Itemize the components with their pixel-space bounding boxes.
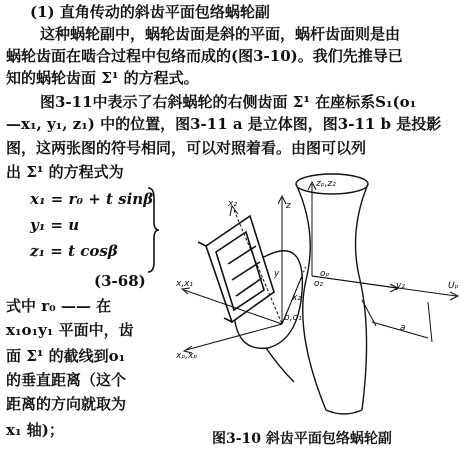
paragraph2-line4: 出 Σ¹ 的方程式为 <box>6 163 124 181</box>
right-brace-icon <box>146 186 160 274</box>
paragraph1-line3: 知的蜗轮齿面 Σ¹ 的方程式。 <box>6 69 199 87</box>
label-y2: y₂ <box>396 281 405 291</box>
label-xp-xp: xₚ,xₚ <box>176 351 198 361</box>
label-x2-mid: x₂ <box>292 293 301 303</box>
equation-y1: y₁ = u <box>30 216 80 234</box>
label-z: z <box>286 201 291 211</box>
label-b-o1: b,o₁ <box>284 313 302 323</box>
worm-gear-figure <box>176 172 472 424</box>
label-y: y <box>274 269 280 279</box>
worm-body <box>296 174 368 414</box>
label-a: a <box>400 323 406 333</box>
definition-line1: 式中 r₀ —— 在 <box>6 297 112 315</box>
inclined-tooth-plane <box>198 216 274 322</box>
section-heading: (1) 直角传动的斜齿平面包络蜗轮副 <box>30 3 270 21</box>
paragraph2-line1: 图3-11中表示了右斜蜗轮的右侧齿面 Σ¹ 在座标系S₁(o₁ <box>40 93 417 111</box>
definition-line6: x₁ 轴)； <box>6 421 64 439</box>
paragraph2-line3: 图，这两张图的符号相同，可以对照着看。由图可以列 <box>6 139 367 157</box>
equation-z1: z₁ = t cosβ <box>30 242 118 260</box>
definition-line4: 的垂直距离（这个 <box>6 371 127 389</box>
label-x-x1: x,x₁ <box>176 279 194 289</box>
label-up: Uₚ <box>448 281 459 291</box>
figure-caption: 图3-10 斜齿平面包络蜗轮副 <box>212 431 392 447</box>
equation-system <box>30 190 160 272</box>
equation-number: (3-68) <box>94 272 146 290</box>
label-o2: o₂ <box>314 279 324 289</box>
label-zp-z2: zₚ,z₂ <box>316 179 336 189</box>
paragraph1-line1: 这种蜗轮副中，蜗轮齿面是斜的平面，蜗杆齿面则是由 <box>40 25 401 43</box>
definition-line3: 面 Σ¹ 的截线到o₁ <box>6 347 126 365</box>
definition-line2: x₁o₁y₁ 平面中，齿 <box>6 321 134 339</box>
equation-x1: x₁ = r₀ + t sinβ <box>30 190 154 208</box>
label-op: oₚ <box>320 269 330 279</box>
paragraph2-line2: —x₁, y₁, z₁) 中的位置，图3-11 a 是立体图，图3-11 b 是投影 <box>6 115 442 133</box>
paragraph1-line2: 蜗轮齿面在啮合过程中包络而成的(图3-10)。我们先推导已 <box>6 47 403 65</box>
label-x2-top: x₂ <box>228 199 237 209</box>
definition-line5: 距离的方向就取为 <box>6 395 127 413</box>
